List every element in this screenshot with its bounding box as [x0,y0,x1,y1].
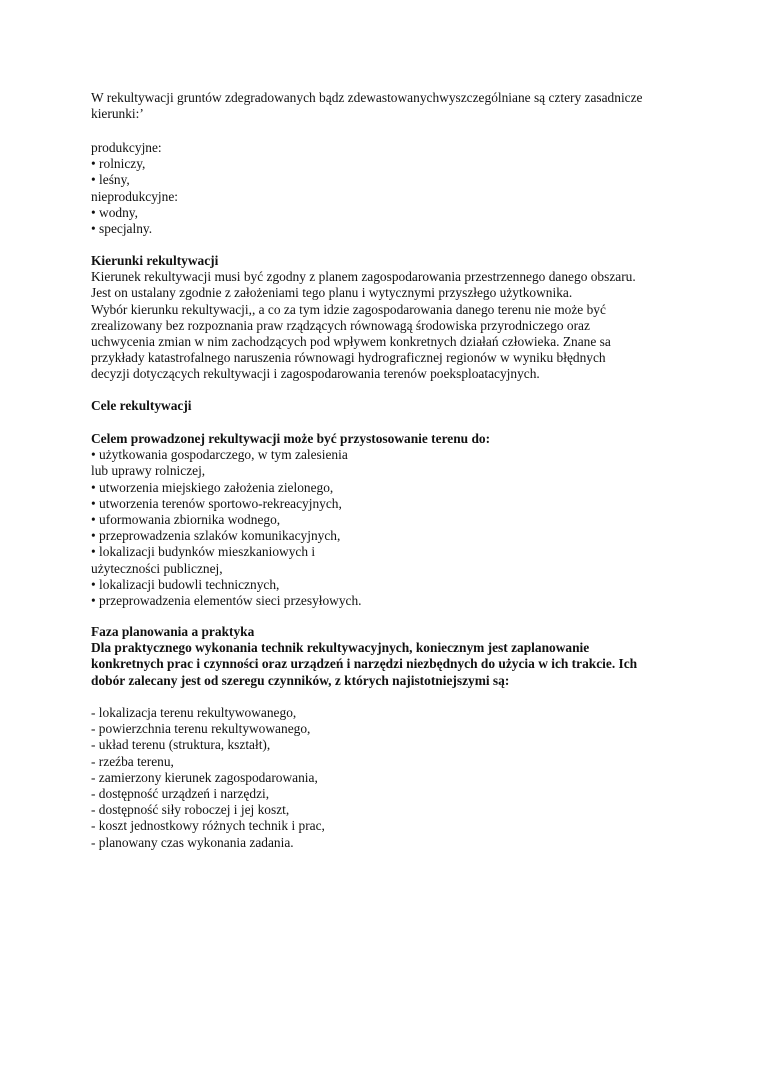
section-kierunki [91,253,681,383]
paragraph-line: dobór zalecany jest od szeregu czynników, z których najistotniejszymi są: [91,672,510,688]
list-lead: Celem prowadzonej rekultywacji może być przystosowanie terenu do: [91,431,491,446]
directions-list [91,140,681,237]
list-item: - lokalizacja terenu rekultywowanego, [91,705,297,720]
section-cele-list [91,431,681,609]
paragraph-line: Wybór kierunku rekultywacji,, a co za tym idzie zagospodarowania danego terenu nie może być [91,301,606,317]
list-item: - dostępność urządzeń i narzędzi, [91,786,270,802]
paragraph-line: uchwycenia zmian w nim zachodzących pod wpływem konkretnych działań człowieka. Znane sa [91,334,611,350]
list-item: • lokalizacji budowli technicznych, [91,576,280,592]
directions-item: • wodny, [91,204,138,220]
paragraph-line: konkretnych prac i czynności oraz urządzeń i narzędzi niezbędnych do użycia w ich trakcie. Ich [91,656,638,672]
section-heading: Faza planowania a praktyka [91,624,255,639]
list-item: • przeprowadzenia elementów sieci przesyłowych. [91,593,362,609]
list-item: - rzeźba terenu, [91,753,174,769]
list-item: • utworzenia miejskiego założenia zielonego, [91,479,334,495]
list-item: - dostępność siły roboczej i jej koszt, [91,802,290,818]
paragraph-line: decyzji dotyczących rekultywacji i zagospodarowania terenów poeksploatacyjnych. [91,366,540,382]
list-item: • przeprowadzenia szlaków komunikacyjnych, [91,528,341,544]
paragraph-line: przykłady katastrofalnego naruszenia równowagi hydrograficznej regionów w wyniku błędnych [91,350,606,366]
directions-item: • specjalny. [91,221,153,237]
list-item: - powierzchnia terenu rekultywowanego, [91,721,311,737]
list-item: - planowany czas wykonania zadania. [91,834,294,850]
list-item: użyteczności publicznej, [91,560,223,576]
intro-paragraph [91,90,681,122]
list-item: • lokalizacji budynków mieszkaniowych i [91,544,316,560]
directions-group-label: nieprodukcyjne: [91,188,179,204]
section-heading: Cele rekultywacji [91,398,192,413]
directions-item: • rolniczy, [91,156,146,172]
list-item: - koszt jednostkowy różnych technik i prac, [91,818,325,834]
list-item: - układ terenu (struktura, kształt), [91,737,271,753]
directions-item: • leśny, [91,172,130,188]
list-item: - zamierzony kierunek zagospodarowania, [91,769,318,785]
section-faza-list [91,705,681,851]
list-item: lub uprawy rolniczej, [91,463,206,479]
section-heading: Kierunki rekultywacji [91,253,219,268]
paragraph-line: Kierunek rekultywacji musi być zgodny z planem zagospodarowania przestrzennego danego obszaru. [91,269,636,285]
section-cele [91,398,681,414]
paragraph-line: Dla praktycznego wykonania technik rekultywacyjnych, koniecznym jest zaplanowanie [91,640,590,656]
list-item: • uformowania zbiornika wodnego, [91,512,281,528]
paragraph-line: Jest on ustalany zgodnie z założeniami tego planu i wytycznymi przyszłego użytkownika. [91,285,573,301]
list-item: • użytkowania gospodarczego, w tym zalesienia [91,447,348,463]
intro-line: kierunki:’ [91,106,144,122]
intro-line: W rekultywacji gruntów zdegradowanych bądz zdewastowanychwyszczególniane są cztery zasadnicze [91,90,643,105]
list-item: • utworzenia terenów sportowo-rekreacyjnych, [91,495,342,511]
paragraph-line: zrealizowany bez rozpoznania praw rządzących równowagą środowiska przyrodniczego oraz [91,317,590,333]
section-faza [91,624,681,689]
directions-group-label: produkcyjne: [91,140,162,155]
